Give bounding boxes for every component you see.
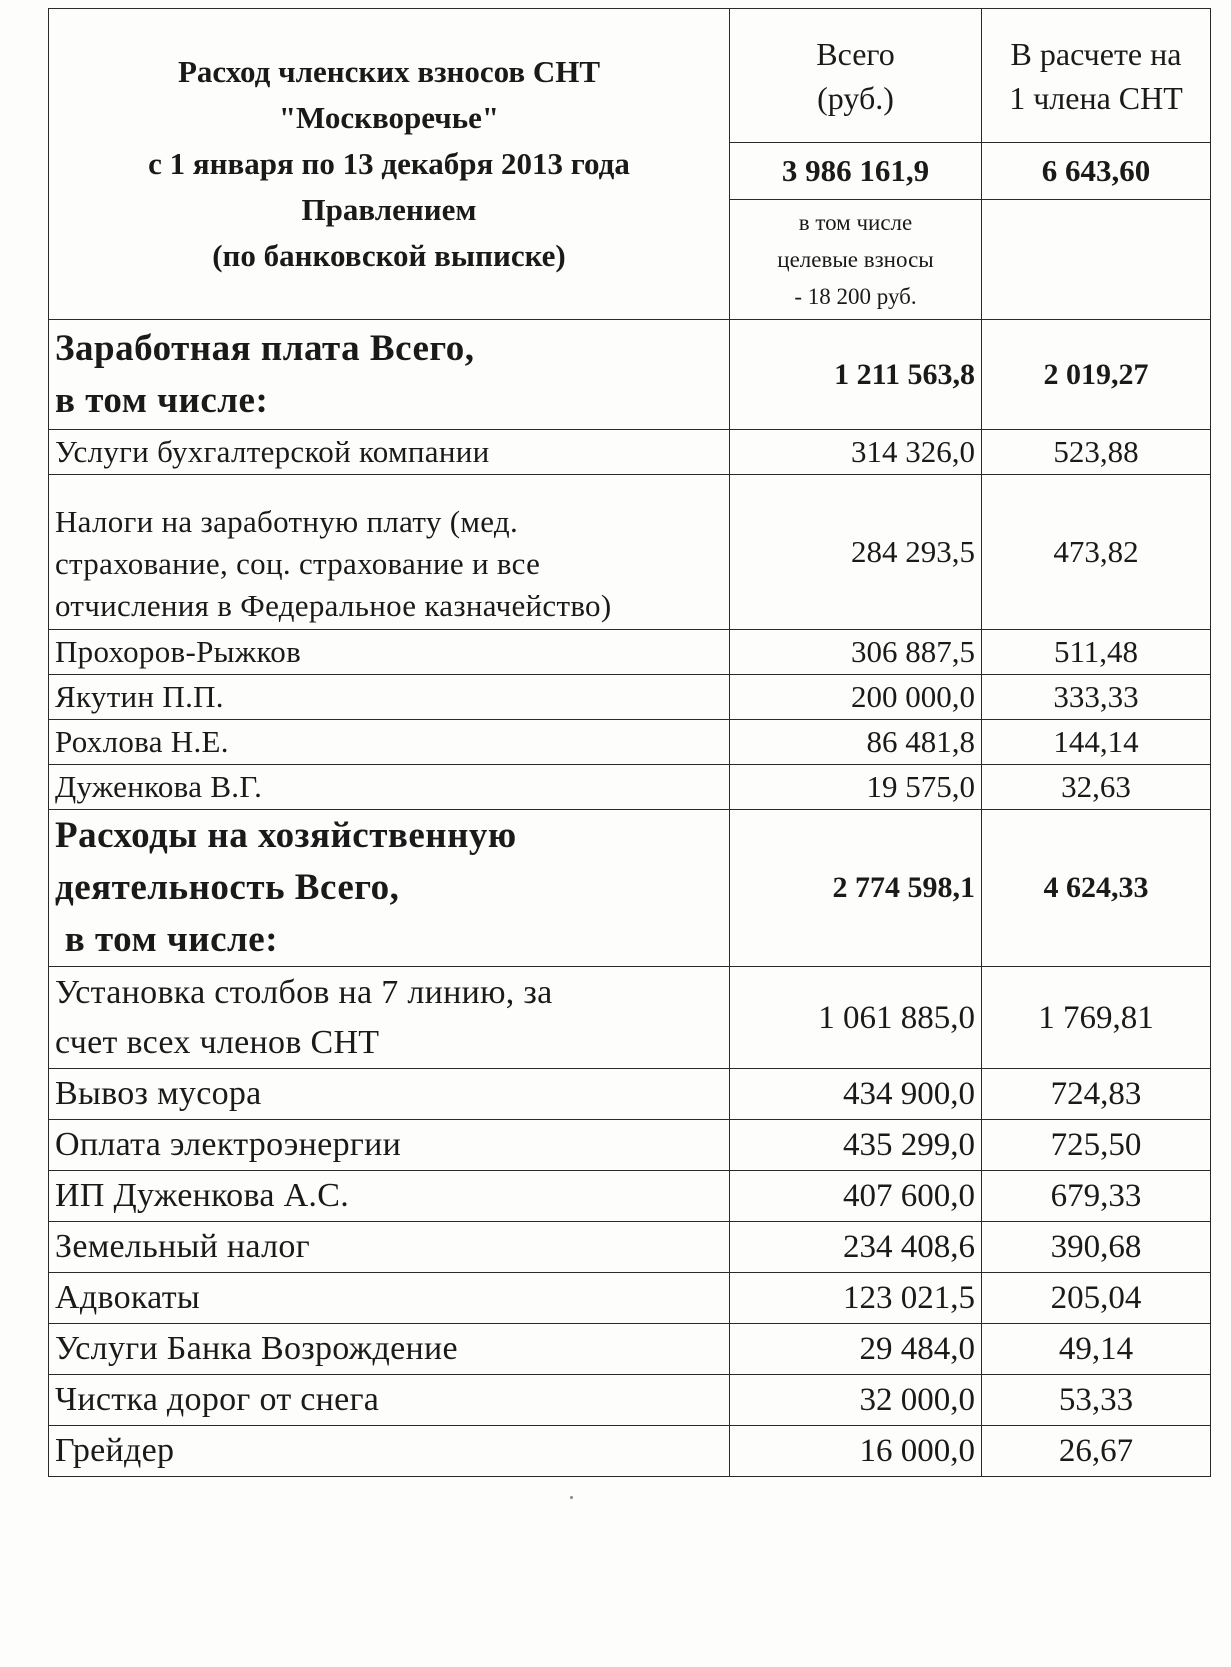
table-row [49,967,1211,1069]
table-row [49,430,1211,475]
column-header-total: Всего (руб.) [730,9,982,143]
title-line: "Москворечье" [278,100,500,135]
table-row [49,1222,1211,1273]
item-total: 123 021,5 [730,1273,982,1324]
item-per-member: 679,33 [982,1171,1211,1222]
item-total: 306 887,5 [730,630,982,675]
table-row [49,675,1211,720]
report-title [49,9,730,320]
title-line: Правлением [301,192,477,227]
column-header-per-member: В расчете на 1 члена СНТ [982,9,1211,143]
grand-per-member-value: 6 643,60 [982,143,1211,200]
item-per-member: 390,68 [982,1222,1211,1273]
item-per-member: 53,33 [982,1375,1211,1426]
section-row-household [49,810,1211,967]
item-label: ИП Дуженкова А.С. [49,1171,730,1222]
section-total: 1 211 563,8 [730,320,982,430]
item-total: 435 299,0 [730,1120,982,1171]
table-row [49,1273,1211,1324]
targeted-contributions-note: в том числе целевые взносы - 18 200 руб. [730,200,982,320]
table-row [49,630,1211,675]
title-line: с 1 января по 13 декабря 2013 года [148,146,630,181]
item-label: Рохлова Н.Е. [49,720,730,765]
section-total: 2 774 598,1 [730,810,982,967]
section-per-member: 4 624,33 [982,810,1211,967]
section-label: Расходы на хозяйственную деятельность Всего, в том числе: [49,810,730,967]
item-total: 434 900,0 [730,1069,982,1120]
item-total: 16 000,0 [730,1426,982,1477]
table-row [49,765,1211,810]
item-total: 234 408,6 [730,1222,982,1273]
item-label: Земельный налог [49,1222,730,1273]
item-label: Оплата электроэнергии [49,1120,730,1171]
item-label: Дуженкова В.Г. [49,765,730,810]
section-label: Заработная плата Всего, в том числе: [49,320,730,430]
item-total: 314 326,0 [730,430,982,475]
item-total: 284 293,5 [730,475,982,630]
item-label: Установка столбов на 7 линию, за счет всех членов СНТ [49,967,730,1069]
table-row [49,1120,1211,1171]
item-label: Услуги бухгалтерской компании [49,430,730,475]
title-line: Расход членских взносов СНТ [177,54,601,89]
item-label: Прохоров-Рыжков [49,630,730,675]
item-per-member: 725,50 [982,1120,1211,1171]
section-row-salary [49,320,1211,430]
table-row [49,720,1211,765]
item-per-member: 333,33 [982,675,1211,720]
item-label: Грейдер [49,1426,730,1477]
table-row [49,1426,1211,1477]
item-total: 1 061 885,0 [730,967,982,1069]
item-per-member: 32,63 [982,765,1211,810]
item-total: 86 481,8 [730,720,982,765]
item-per-member: 26,67 [982,1426,1211,1477]
section-per-member: 2 019,27 [982,320,1211,430]
expense-report-table [48,8,1211,1477]
item-label: Услуги Банка Возрождение [49,1324,730,1375]
item-label: Якутин П.П. [49,675,730,720]
item-per-member: 523,88 [982,430,1211,475]
item-total: 200 000,0 [730,675,982,720]
item-per-member: 724,83 [982,1069,1211,1120]
table-row [49,1324,1211,1375]
table-row [49,475,1211,630]
empty-cell [982,200,1211,320]
item-per-member: 1 769,81 [982,967,1211,1069]
item-total: 19 575,0 [730,765,982,810]
item-label: Чистка дорог от снега [49,1375,730,1426]
scan-speck [570,1496,573,1499]
item-per-member: 473,82 [982,475,1211,630]
grand-total-value: 3 986 161,9 [730,143,982,200]
item-per-member: 511,48 [982,630,1211,675]
item-label: Налоги на заработную плату (мед. страхование, соц. страхование и все отчисления в Федеральное казначейство) [49,475,730,630]
item-label: Вывоз мусора [49,1069,730,1120]
table-row [49,1171,1211,1222]
header-row [49,9,1211,143]
table-row [49,1069,1211,1120]
item-per-member: 144,14 [982,720,1211,765]
item-total: 32 000,0 [730,1375,982,1426]
title-line: (по банковской выписке) [212,238,566,273]
item-per-member: 205,04 [982,1273,1211,1324]
item-total: 407 600,0 [730,1171,982,1222]
item-label: Адвокаты [49,1273,730,1324]
table-row [49,1375,1211,1426]
item-total: 29 484,0 [730,1324,982,1375]
item-per-member: 49,14 [982,1324,1211,1375]
